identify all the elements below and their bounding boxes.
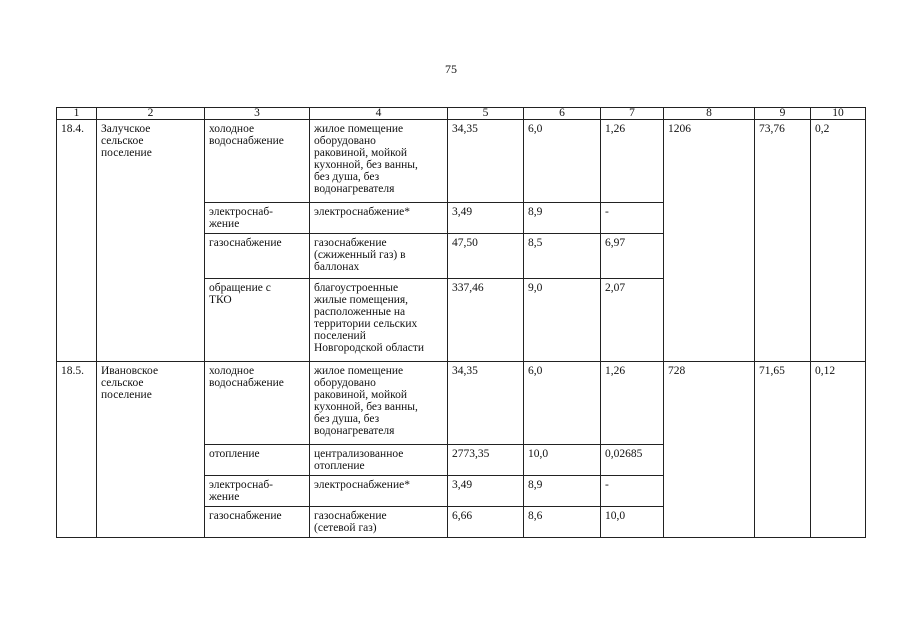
col6-value: 8,9 (524, 476, 601, 507)
tariff-table (56, 107, 866, 538)
service-description: электроснабжение* (310, 203, 448, 234)
col-header: 8 (664, 108, 755, 120)
service-name: электроснаб- жение (205, 203, 310, 234)
col-header: 4 (310, 108, 448, 120)
col-header: 2 (97, 108, 205, 120)
col6-value: 8,9 (524, 203, 601, 234)
settlement-name: Залучское сельское поселение (97, 120, 205, 362)
col5-value: 337,46 (448, 279, 524, 362)
col6-value: 6,0 (524, 120, 601, 203)
table-row (57, 120, 866, 203)
col-header: 7 (601, 108, 664, 120)
col8-value: 1206 (664, 120, 755, 362)
col5-value: 6,66 (448, 507, 524, 538)
col7-value: 0,02685 (601, 445, 664, 476)
settlement-name: Ивановское сельское поселение (97, 362, 205, 538)
service-name: газоснабжение (205, 507, 310, 538)
service-name: электроснаб- жение (205, 476, 310, 507)
col5-value: 2773,35 (448, 445, 524, 476)
col7-value: 1,26 (601, 362, 664, 445)
col9-value: 73,76 (755, 120, 811, 362)
row-number: 18.4. (57, 120, 97, 362)
service-description: электроснабжение* (310, 476, 448, 507)
col6-value: 6,0 (524, 362, 601, 445)
col-header: 3 (205, 108, 310, 120)
service-name: холодное водоснабжение (205, 362, 310, 445)
col7-value: - (601, 476, 664, 507)
col7-value: - (601, 203, 664, 234)
col9-value: 71,65 (755, 362, 811, 538)
col-header: 1 (57, 108, 97, 120)
service-description: централизованное отопление (310, 445, 448, 476)
col-header: 9 (755, 108, 811, 120)
service-name: газоснабжение (205, 234, 310, 279)
col7-value: 6,97 (601, 234, 664, 279)
col10-value: 0,2 (811, 120, 866, 362)
col5-value: 3,49 (448, 476, 524, 507)
col6-value: 8,5 (524, 234, 601, 279)
col-header: 10 (811, 108, 866, 120)
col5-value: 47,50 (448, 234, 524, 279)
col10-value: 0,12 (811, 362, 866, 538)
col-header: 6 (524, 108, 601, 120)
service-description: жилое помещение оборудовано раковиной, мойкой кухонной, без ванны, без душа, без водонагревателя (310, 120, 448, 203)
service-description: благоустроенные жилые помещения, расположенные на территории сельских поселений Новгородской области (310, 279, 448, 362)
service-name: обращение с ТКО (205, 279, 310, 362)
service-description: жилое помещение оборудовано раковиной, мойкой кухонной, без ванны, без душа, без водонагревателя (310, 362, 448, 445)
col7-value: 1,26 (601, 120, 664, 203)
service-description: газоснабжение (сетевой газ) (310, 507, 448, 538)
col6-value: 8,6 (524, 507, 601, 538)
header-row (57, 108, 866, 120)
service-name: холодное водоснабжение (205, 120, 310, 203)
page-number: 75 (445, 62, 457, 76)
service-description: газоснабжение (сжиженный газ) в баллонах (310, 234, 448, 279)
col-header: 5 (448, 108, 524, 120)
table-row (57, 362, 866, 445)
col5-value: 34,35 (448, 362, 524, 445)
col6-value: 10,0 (524, 445, 601, 476)
service-name: отопление (205, 445, 310, 476)
col7-value: 10,0 (601, 507, 664, 538)
col8-value: 728 (664, 362, 755, 538)
col5-value: 34,35 (448, 120, 524, 203)
col7-value: 2,07 (601, 279, 664, 362)
row-number: 18.5. (57, 362, 97, 538)
col5-value: 3,49 (448, 203, 524, 234)
col6-value: 9,0 (524, 279, 601, 362)
